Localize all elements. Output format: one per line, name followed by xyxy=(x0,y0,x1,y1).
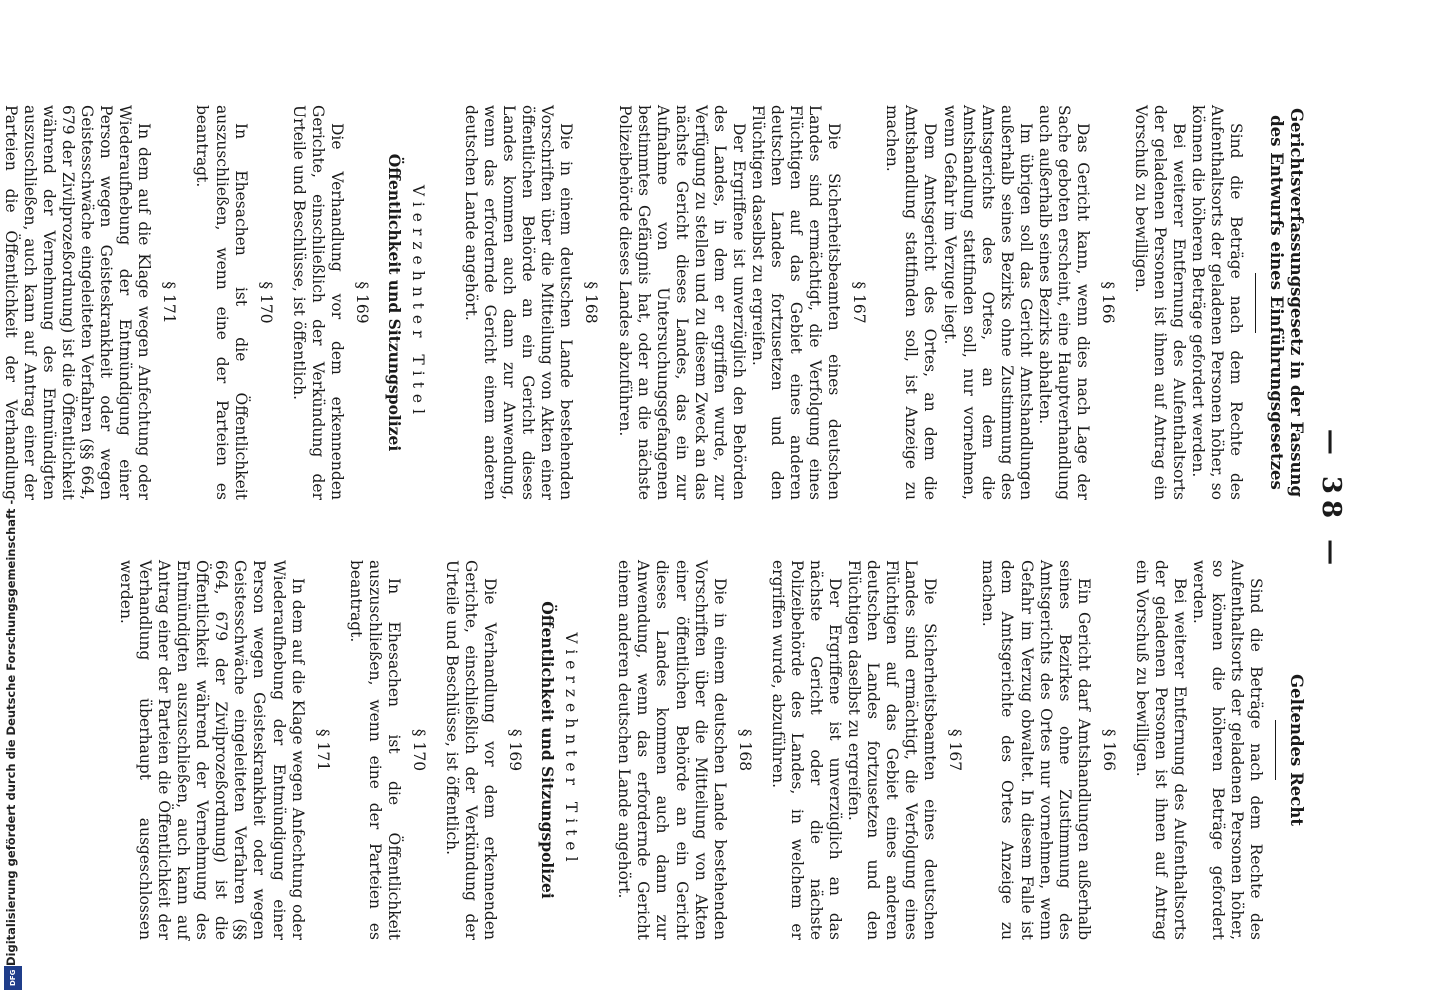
section-number: § 168 xyxy=(582,281,601,324)
heading-rule xyxy=(1275,720,1276,780)
paragraph: Ein Gericht darf Amtshandlungen außerhalb seines Bezirkes ohne Zustimmung des Amtsgerichts des Ortes nur vornehmen, wenn Gefahr im Verzug obwaltet. In diesem Falle ist dem Amtsgerichte des Ortes Anzeige zu machen. xyxy=(979,560,1093,940)
paragraph: Sind die Beträge nach dem Rechte des Aufenthaltsorts der geladenen Personen höher, so können die höheren Beträge gefordert werden. xyxy=(1189,105,1246,500)
paragraph: Sind die Beträge nach dem Rechte des Aufenthaltsorts der geladenen Personen höher, so können die höheren Beträge gefordert werden. xyxy=(1190,560,1266,940)
paragraph: In dem auf die Klage wegen Anfechtung oder Wiederaufhebung der Entmündigung einer Person wegen Geisteskrankheit oder wegen Geistesschwäche eingeleiteten Verfahren (§§ 664, 679 der Zivilprozeßordnung) ist die Öffentlichkeit während der Vernehmung des Entmündigten auszuschließen, auch kann auf Antrag einer der Parteien die Öffentlichkeit der Verhandlung xyxy=(1,105,154,500)
section-number: § 169 xyxy=(506,728,525,772)
title-subheading: Öffentlichkeit und Sitzungspolizei xyxy=(384,153,404,452)
title-heading: Vierzehnter Titel xyxy=(562,632,581,868)
section-number: § 171 xyxy=(160,281,179,324)
paragraph: Der Ergriffene ist unverzüglich an das nächste Gericht oder die nächste Polizeibehörde des Landes, in welchem er ergriffen wurde, abzuführen. xyxy=(768,560,844,940)
paragraph: Die Sicherheitsbeamten eines deutschen Landes sind ermächtigt, die Verfolgung eines Flüchtigen auf das Gebiet eines anderen deutschen Landes fortzusetzen und den Flüchtigen daselbst zu ergreifen. xyxy=(845,560,940,940)
paragraph: Die in einem deutschen Lande bestehenden Vorschriften über die Mitteilung von Akten einer öffentlichen Behörde an ein Gericht dieses Landes kommen auch dann zur Anwendung, wenn das erfordernde Gericht einem anderen deutschen Lande angehört. xyxy=(462,105,576,500)
page-number: — 38 — xyxy=(1316,428,1346,572)
paragraph: Im übrigen soll das Gericht Amtshandlungen außerhalb seines Bezirks ohne Zustimmung des Amtsgerichts des Ortes, an dem die Amtshandlung stattfinden soll, nur vornehmen, wenn Gefahr im Verzuge liegt. xyxy=(940,105,1035,500)
section-number: § 170 xyxy=(256,281,275,324)
footer-text: Digitalisierung gefördert durch die Deutsche Forschungsgemeinschaft - xyxy=(4,499,18,966)
section-number: § 170 xyxy=(409,728,428,772)
section-number: § 167 xyxy=(946,728,965,772)
left-column xyxy=(0,105,1306,500)
paragraph: Die in einem deutschen Lande bestehenden Vorschriften über die Mitteilung von Akten einer öffentlichen Behörde an ein Gericht dieses Landes kommen auch dann zur Anwendung, wenn das erfordernde Gericht einem anderen deutschen Lande angehört. xyxy=(615,560,729,940)
paragraph: Das Gericht kann, wenn dies nach Lage der Sache geboten erscheint, eine Hauptverhandlung auch außerhalb seines Bezirks abhalten. xyxy=(1035,105,1092,500)
paragraph: In dem auf die Klage wegen Anfechtung oder Wiederaufhebung der Entmündigung einer Person wegen Geisteskrankheit oder wegen Geistesschwäche eingeleiteten Verfahren (§§ 664, 679 der Zivilprozeßordnung) ist die Öffentlichkeit während der Vernehmung des Entmündigten auszuschließen, auch kann auf Antrag einer der Parteien die Öffentlichkeit der Verhandlung überhaupt ausgeschlossen werden. xyxy=(117,560,307,940)
paragraph: In Ehesachen ist die Öffentlichkeit auszuschließen, wenn eine der Parteien es beantragt. xyxy=(193,105,250,500)
paragraph: Der Ergriffene ist unverzüglich den Behörden des Landes, in dem er ergriffen wurde, zur Verfügung zu stellen und zu diesem Zweck an das nächste Gericht dieses Landes, das ein zur Aufnahme von Untersuchungsgefangenen bestimmtes Gefängnis hat, oder an die nächste Polizeibehörde dieses Landes abzuführen. xyxy=(615,105,748,500)
right-column-heading: Geltendes Recht xyxy=(1287,674,1306,826)
paragraph: Bei weiterer Entfernung des Aufenthaltsorts der geladenen Personen ist ihnen auf Antrag ein Vorschuß zu bewilligen. xyxy=(1132,560,1189,940)
paragraph: Die Sicherheitsbeamten eines deutschen Landes sind ermächtigt, die Verfolgung eines Flüchtigen auf das Gebiet eines anderen deutschen Landes fortzusetzen und den Flüchtigen daselbst zu ergreifen. xyxy=(748,105,844,500)
digitization-footer xyxy=(4,499,26,996)
left-column-heading: Gerichtsverfassungsgesetz in der Fassung des Entwurfs eines Einführungsgesetzes xyxy=(1267,107,1306,498)
paragraph: In Ehesachen ist die Öffentlichkeit auszuschließen, wenn eine der Parteien es beantragt. xyxy=(346,560,403,940)
paragraph: Die Verhandlung vor dem erkennenden Gerichte, einschließlich der Verkündung der Urteile und Beschlüsse, ist öffentlich. xyxy=(442,560,500,940)
paragraph: Dem Amtsgericht des Ortes, an dem die Amtshandlung stattfinden soll, ist Anzeige zu machen. xyxy=(883,105,940,500)
right-column xyxy=(116,560,1306,940)
heading-rule xyxy=(1255,273,1256,333)
title-heading: Vierzehnter Titel xyxy=(409,184,428,421)
section-number: § 167 xyxy=(850,281,869,324)
section-number: § 171 xyxy=(313,728,332,772)
paragraph: Die Verhandlung vor dem erkennenden Gerichte, einschließlich der Verkündung der Urteile und Beschlüsse, ist öffentlich. xyxy=(289,105,346,500)
title-subheading: Öffentlichkeit und Sitzungspolizei xyxy=(538,601,558,899)
dfg-logo: DFG xyxy=(4,966,22,990)
section-number: § 166 xyxy=(1099,728,1118,772)
section-number: § 168 xyxy=(735,728,754,772)
paragraph: Bei weiterer Entfernung des Aufenthaltsorts der geladenen Personen ist ihnen auf Antrag ein Vorschuß zu bewilligen. xyxy=(1132,105,1189,500)
section-number: § 169 xyxy=(352,281,371,324)
section-number: § 166 xyxy=(1099,281,1118,324)
